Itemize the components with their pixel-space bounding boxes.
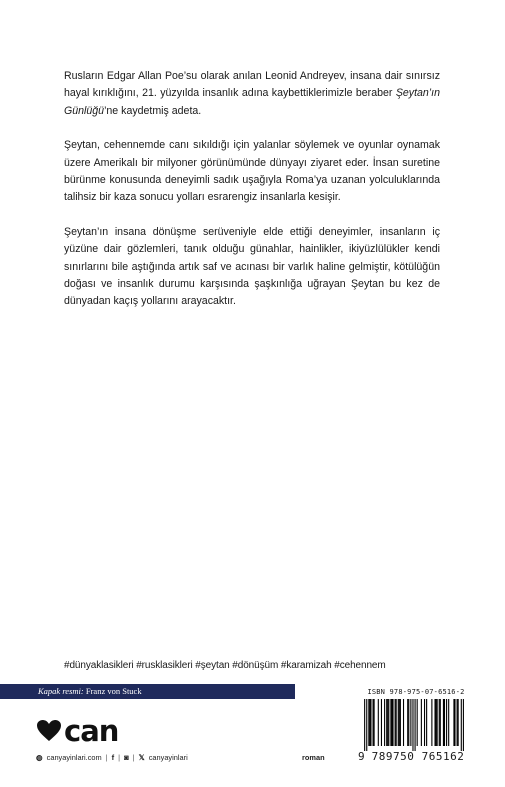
barcode-bar — [364, 699, 365, 751]
divider: | — [105, 753, 108, 762]
barcode-bar — [388, 699, 389, 746]
cover-credit-artist: Franz von Stuck — [85, 686, 142, 696]
barcode-bar — [444, 699, 445, 746]
barcode-bar — [398, 699, 399, 746]
divider: | — [132, 753, 135, 762]
barcode-bar — [439, 699, 440, 746]
instagram-icon[interactable]: ◙ — [124, 753, 129, 762]
barcode-bar — [457, 699, 458, 746]
globe-icon: ◍ — [36, 753, 43, 762]
barcode-bar — [391, 699, 392, 746]
barcode-bar — [417, 699, 418, 746]
barcode-bar — [436, 699, 437, 746]
barcode-bar — [454, 699, 455, 746]
barcode-bar — [440, 699, 441, 746]
barcode-bar — [458, 699, 459, 746]
barcode-bar — [387, 699, 388, 746]
blurb-paragraph-1: Rusların Edgar Allan Poe’su olarak anılan Leonid Andreyev, insana dair sınırsız hayal kırıklığını, 21. yüzyılda insanlık adına kaybettiklerimizle beraber Şeytan’ın Günlüğü’ne kaydetmiş adeta. — [64, 70, 440, 117]
barcode-bar — [431, 699, 432, 746]
barcode-bar — [443, 699, 444, 746]
barcode-bar — [424, 699, 425, 746]
barcode-bar — [426, 699, 427, 746]
barcode-bar — [463, 699, 464, 751]
barcode-bar — [434, 699, 435, 746]
barcode-bar — [395, 699, 396, 746]
barcode-bar — [412, 699, 413, 751]
barcode-bar — [407, 699, 408, 746]
genre-label: roman — [302, 753, 325, 762]
barcode-bar — [446, 699, 447, 746]
facebook-icon[interactable]: f — [111, 753, 115, 762]
barcode-bar — [448, 699, 449, 746]
barcode-bar — [415, 699, 416, 751]
barcode-bar — [453, 699, 454, 746]
social-handle[interactable]: canyayinlari — [148, 753, 188, 762]
x-icon[interactable]: 𝕏 — [138, 753, 145, 762]
barcode-bar — [370, 699, 371, 746]
blurb-paragraph-2: Şeytan, cehennemde canı sıkıldığı için yalanlar söylemek ve oyunlar oynamak üzere Amerikalı bir milyoner görünümünde dünyayı ziyaret eder. İnsan suretine bürünme konusunda deneyimli sadık uşağıyla Roma’ya uzanan yolculuklarında talihsiz bir kaza sonucu yolları esrarengiz insanlarla kesişir. — [64, 139, 440, 204]
barcode-bar — [392, 699, 393, 746]
barcode-bar — [399, 699, 400, 746]
cover-credit-label: Kapak resmi: — [38, 686, 84, 696]
barcode-bar — [400, 699, 401, 746]
isbn-digit-first: 9 — [358, 750, 365, 763]
barcode-bar — [378, 699, 379, 746]
cover-credit-bar — [0, 684, 295, 699]
isbn-label: ISBN 978-975-07-6516-2 — [367, 688, 465, 696]
publisher-footer — [36, 753, 188, 762]
barcode-bar — [461, 699, 462, 751]
barcode-bar — [396, 699, 397, 746]
publisher-logo — [36, 716, 118, 746]
barcode-bar — [369, 699, 370, 746]
barcode-bar — [403, 699, 404, 746]
barcode-bar — [421, 699, 422, 746]
barcode-bar — [368, 699, 369, 746]
barcode-bar — [437, 699, 438, 746]
barcode-bar — [373, 699, 374, 746]
heart-icon — [36, 719, 62, 743]
barcode-bar — [384, 699, 385, 746]
barcode-bar — [410, 699, 411, 746]
isbn-digits-left: 789750 — [371, 750, 415, 763]
barcode-bar — [381, 699, 382, 746]
barcode-bar — [366, 699, 367, 751]
isbn-digits-right: 765162 — [421, 750, 465, 763]
back-cover-blurb — [64, 68, 440, 328]
book-title: Şeytan’ın Günlüğü — [64, 87, 440, 117]
isbn-barcode-block — [358, 688, 468, 768]
publisher-website[interactable]: canyayinlari.com — [46, 753, 102, 762]
barcode-bar — [390, 699, 391, 746]
barcode-bar — [386, 699, 387, 746]
publisher-logo-text: can — [64, 714, 119, 748]
barcode-bar — [374, 699, 375, 746]
barcode — [362, 699, 466, 751]
barcode-bar — [408, 699, 409, 746]
blurb-paragraph-3: Şeytan’ın insana dönüşme serüveniyle elde ettiği deneyimler, insanların iç yüzüne dair gözlemleri, tanık olduğu günahlar, hainlikler, ikiyüzlülükler kendi sınırlarını bile aştığında artık saf ve acınası bir varlık haline gelmiştir, kötülüğün doğası ve insanlık durumu karşısında şaşkınlığa uğrayan Şeytan bu kez de dünyadan kaçış yollarını arayacaktır. — [64, 225, 440, 308]
hashtags: #dünyaklasikleri #rusklasikleri #şeytan #dönüşüm #karamizah #cehennem — [64, 660, 386, 671]
divider: | — [118, 753, 121, 762]
isbn-digits — [358, 750, 468, 763]
